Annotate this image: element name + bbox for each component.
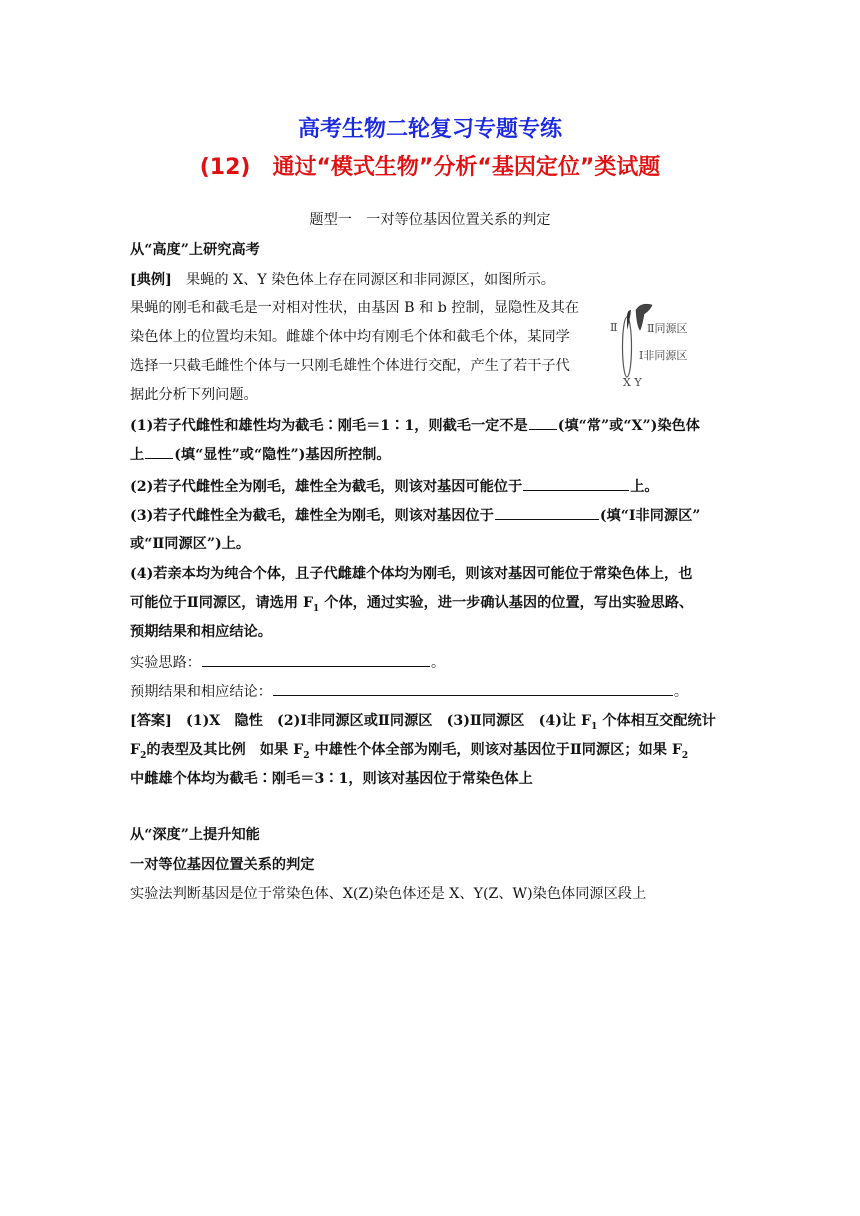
- example-line-3: 选择一只截毛雌性个体与一只刚毛雄性个体进行交配，产生了若干子代: [130, 358, 570, 374]
- question-4-line-3: 预期结果和相应结论。: [130, 624, 272, 640]
- expected-result-blank[interactable]: [273, 681, 673, 696]
- diagram-label-ii-left: Ⅱ: [610, 321, 618, 334]
- example-tag: [典例]: [130, 272, 172, 288]
- question-2: (2)若子代雌性全为刚毛，雄性全为截毛，则该对基因可能位于 上。: [130, 476, 659, 497]
- height-heading: 从“高度”上研究高考: [130, 242, 260, 258]
- answer-blank-1[interactable]: [529, 415, 557, 430]
- question-1-line-2: 上 (填“显性”或“隐性”)基因所控制。: [130, 444, 391, 465]
- answer-line-1: [答案] (1)X 隐性 (2)Ⅰ非同源区或Ⅱ同源区 (3)Ⅱ同源区 (4)让 $F_1$ 个体相互交配统计: [130, 713, 716, 732]
- example-line-1: 果蝇的刚毛和截毛是一对相对性状，由基因 B 和 b 控制，显隐性及其在: [130, 300, 579, 316]
- answer-tag: [答案]: [130, 713, 172, 729]
- subheading: 一对等位基因位置关系的判定: [130, 857, 315, 873]
- experiment-idea-blank[interactable]: [202, 652, 430, 667]
- chromosome-diagram: [608, 300, 718, 392]
- answer-line-2: $F_2$的表型及其比例 如果 $F_2$ 中雄性个体全部为刚毛，则该对基因位于Ⅱ同源区；如果 $F_2$: [130, 742, 689, 761]
- diagram-label-xy: X Y: [623, 376, 642, 389]
- expected-result-line: 预期结果和相应结论： 。: [130, 681, 688, 702]
- document-title: 高考生物二轮复习专题专练: [297, 117, 562, 142]
- example-intro: [130, 270, 555, 290]
- method-line: 实验法判断基因是位于常染色体、X(Z)染色体还是 X、Y(Z、W)染色体同源区段上: [130, 886, 647, 902]
- experiment-idea-line: 实验思路： 。: [130, 652, 445, 673]
- diagram-label-i-region: Ⅰ非同源区: [639, 349, 688, 362]
- diagram-label-ii-region: Ⅱ同源区: [647, 322, 688, 335]
- question-4-line-2: 可能位于Ⅱ同源区，请选用 $F_1$ 个体，通过实验，进一步确认基因的位置，写出实验思路、: [130, 595, 694, 614]
- depth-heading: 从“深度”上提升知能: [130, 827, 260, 843]
- answer-blank-4[interactable]: [495, 505, 599, 520]
- answer-blank-2[interactable]: [145, 444, 173, 459]
- answer-blank-3[interactable]: [523, 476, 629, 491]
- example-intro-text: 果蝇的 X、Y 染色体上存在同源区和非同源区，如图所示。: [171, 272, 555, 288]
- question-4-line-1: (4)若亲本均为纯合个体，且子代雌雄个体均为刚毛，则该对基因可能位于常染色体上，也: [130, 566, 693, 582]
- question-3-line-2: 或“Ⅱ同源区”)上。: [130, 536, 251, 552]
- answer-line-3: 中雌雄个体均为截毛∶刚毛＝3∶1，则该对基因位于常染色体上: [130, 771, 533, 787]
- section-title: 题型一 一对等位基因位置关系的判定: [309, 212, 551, 228]
- document-subtitle: (12) 通过“模式生物”分析“基因定位”类试题: [199, 155, 661, 180]
- example-line-2: 染色体上的位置均未知。雌雄个体中均有刚毛个体和截毛个体，某同学: [130, 329, 570, 345]
- question-1-line-1: (1)若子代雌性和雄性均为截毛∶刚毛＝1∶1，则截毛一定不是 (填“常”或“X”)染色体: [130, 415, 700, 436]
- example-line-4: 据此分析下列问题。: [130, 387, 258, 403]
- question-3-line-1: (3)若子代雌性全为截毛，雄性全为刚毛，则该对基因位于 (填“Ⅰ非同源区”: [130, 505, 700, 526]
